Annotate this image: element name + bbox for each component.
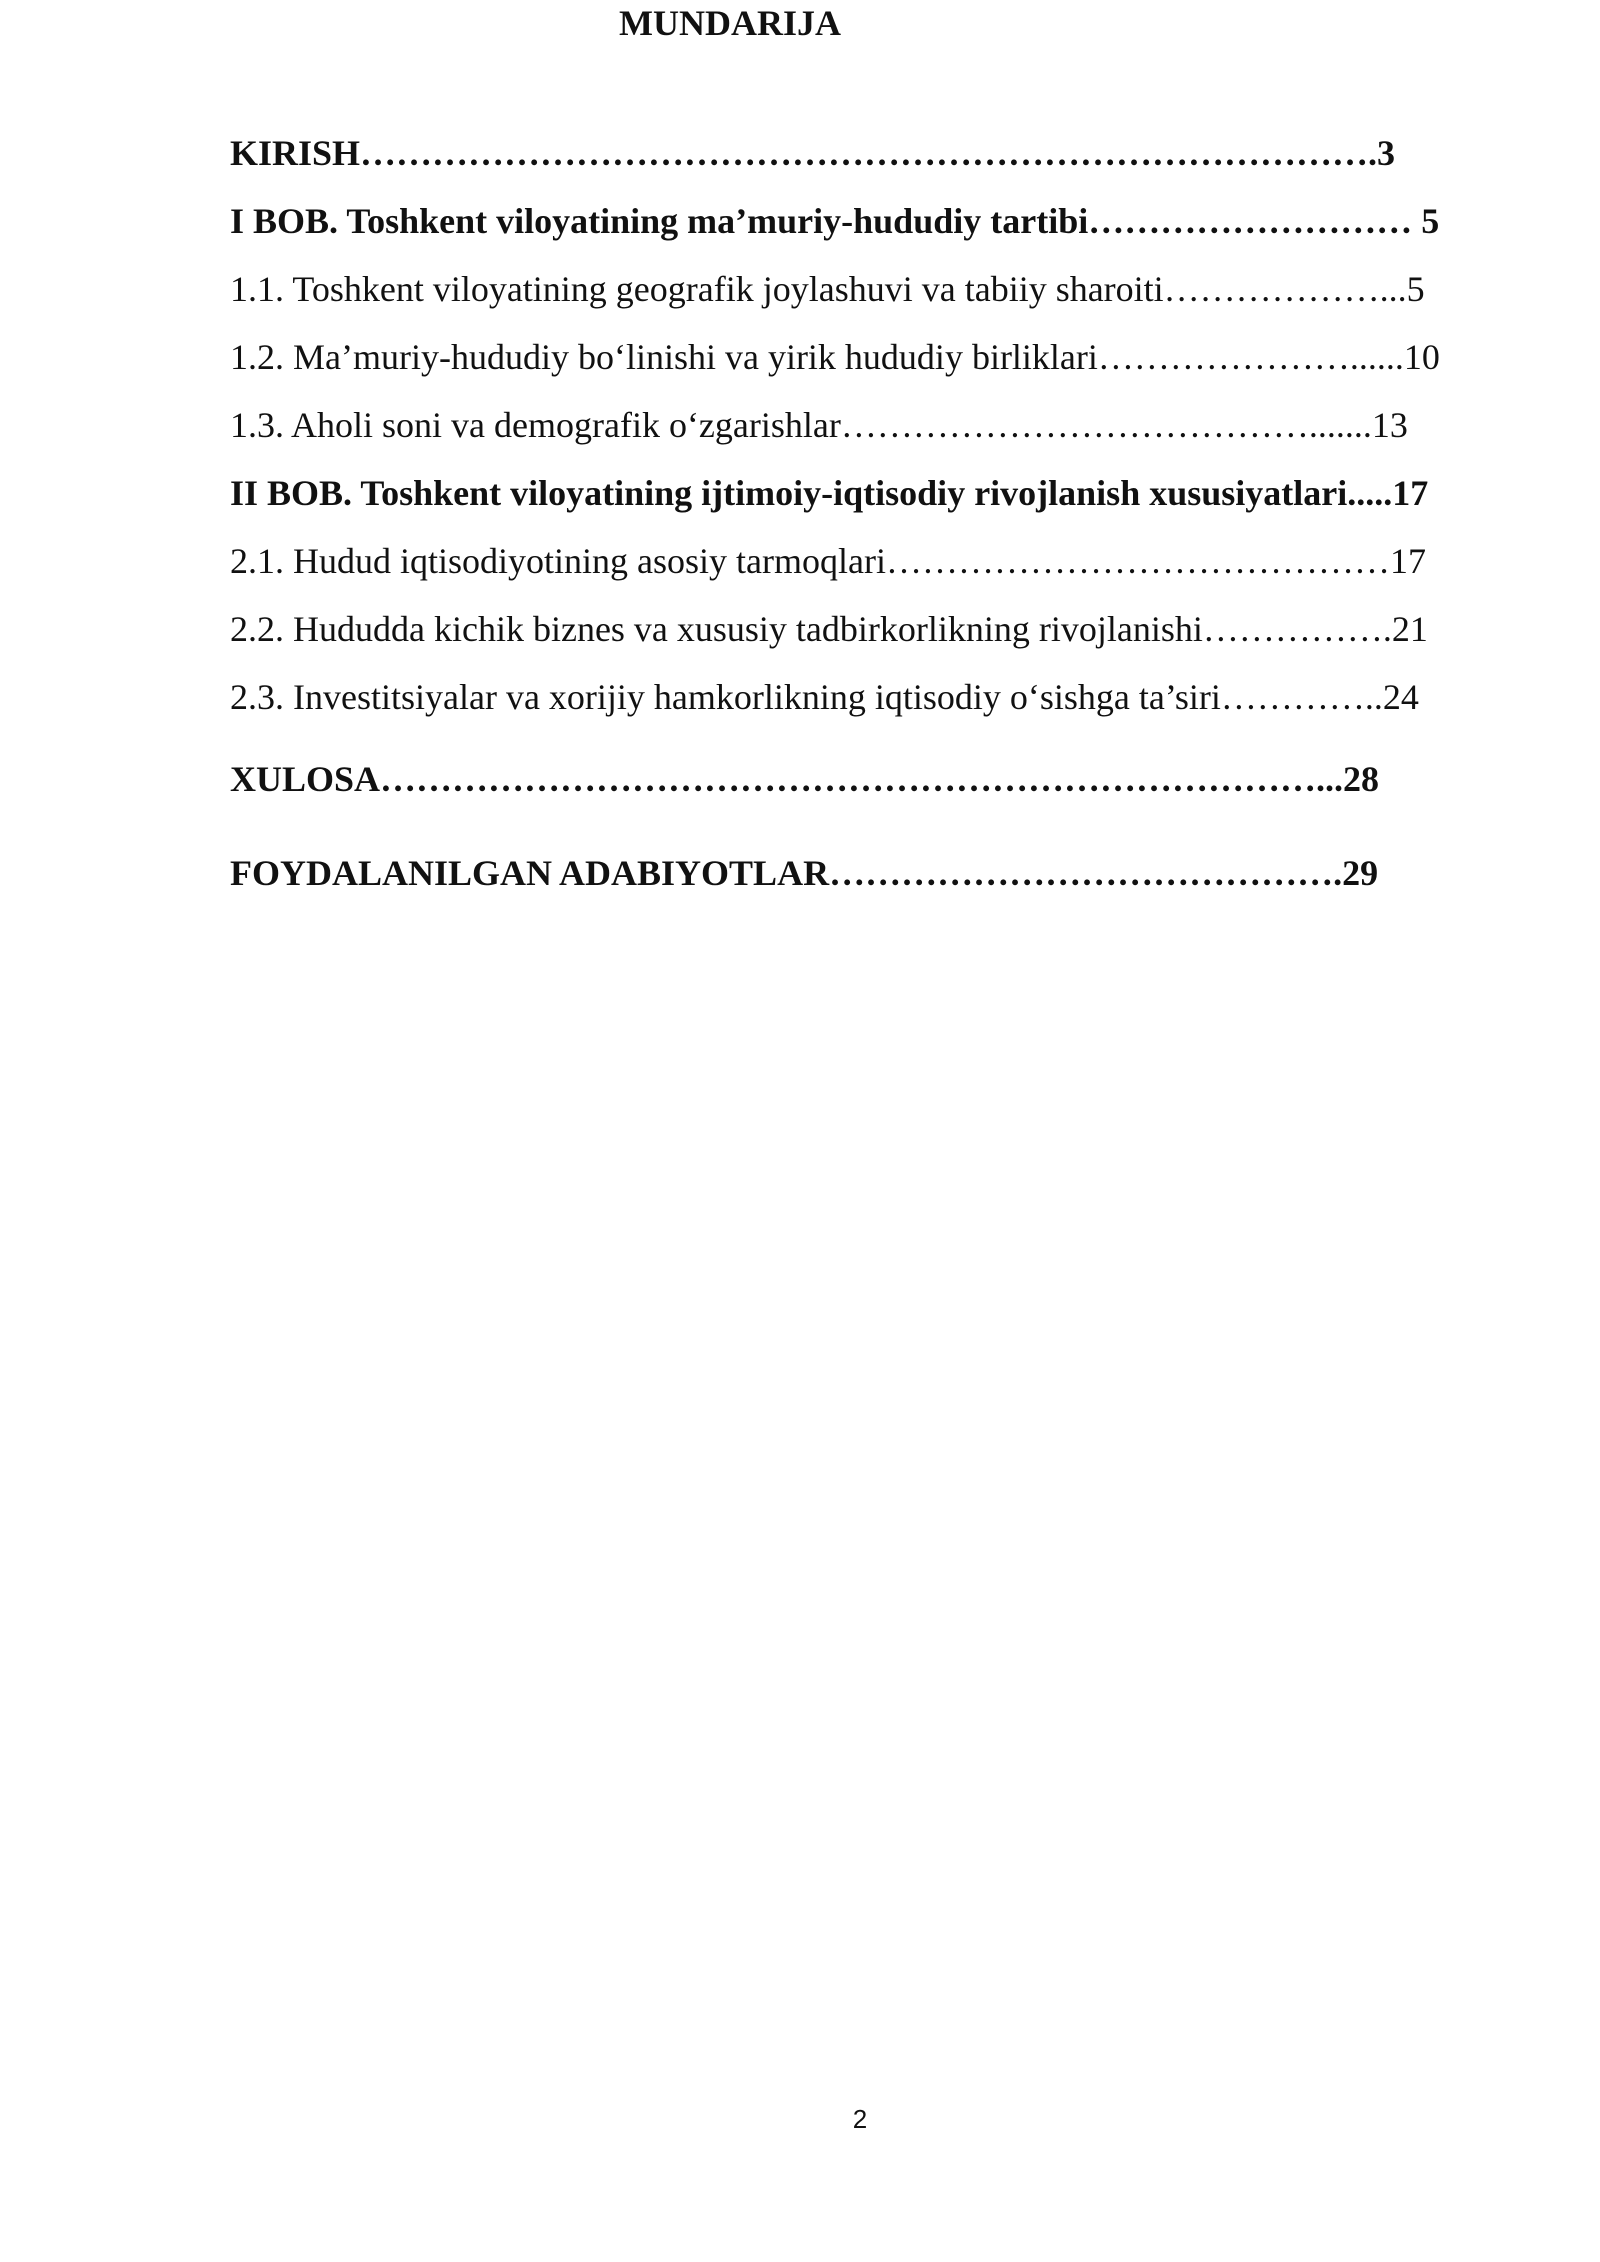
toc-entry-references: FOYDALANILGAN ADABIYOTLAR…………………………………….29 <box>230 853 1379 893</box>
page-number: 2 <box>852 2104 868 2134</box>
page-title: MUNDARIJA <box>619 3 841 43</box>
table-of-contents <box>230 130 1490 918</box>
toc-entry-chapter-1: I BOB. Toshkent viloyatining ma’muriy-hududiy tartibi……………………… 5 <box>230 201 1440 241</box>
toc-entry-1-3: 1.3. Aholi soni va demografik o‘zgarishlar………………………………….......13 <box>230 405 1408 445</box>
toc-entry-2-2: 2.2. Hududda kichik biznes va xususiy tadbirkorlikning rivojlanishi…………….21 <box>230 609 1428 649</box>
toc-entry-kirish: KIRISH………………………………………………………………………….3 <box>230 133 1396 173</box>
toc-entry-2-3: 2.3. Investitsiyalar va xorijiy hamkorlikning iqtisodiy o‘sishga ta’siri…………..24 <box>230 677 1419 717</box>
toc-entry-chapter-2: II BOB. Toshkent viloyatining ijtimoiy-iqtisodiy rivojlanish xususiyatlari.....17 <box>230 473 1429 513</box>
toc-entry-1-1: 1.1. Toshkent viloyatining geografik joylashuvi va tabiiy sharoiti………………...5 <box>230 269 1425 309</box>
toc-entry-1-2: 1.2. Ma’muriy-hududiy bo‘linishi va yirik hududiy birliklari…………………......10 <box>230 337 1440 377</box>
toc-entry-xulosa: XULOSA……………………………………………………………………...28 <box>230 759 1380 799</box>
toc-entry-2-1: 2.1. Hudud iqtisodiyotining asosiy tarmoqlari……………………………………17 <box>230 541 1426 581</box>
